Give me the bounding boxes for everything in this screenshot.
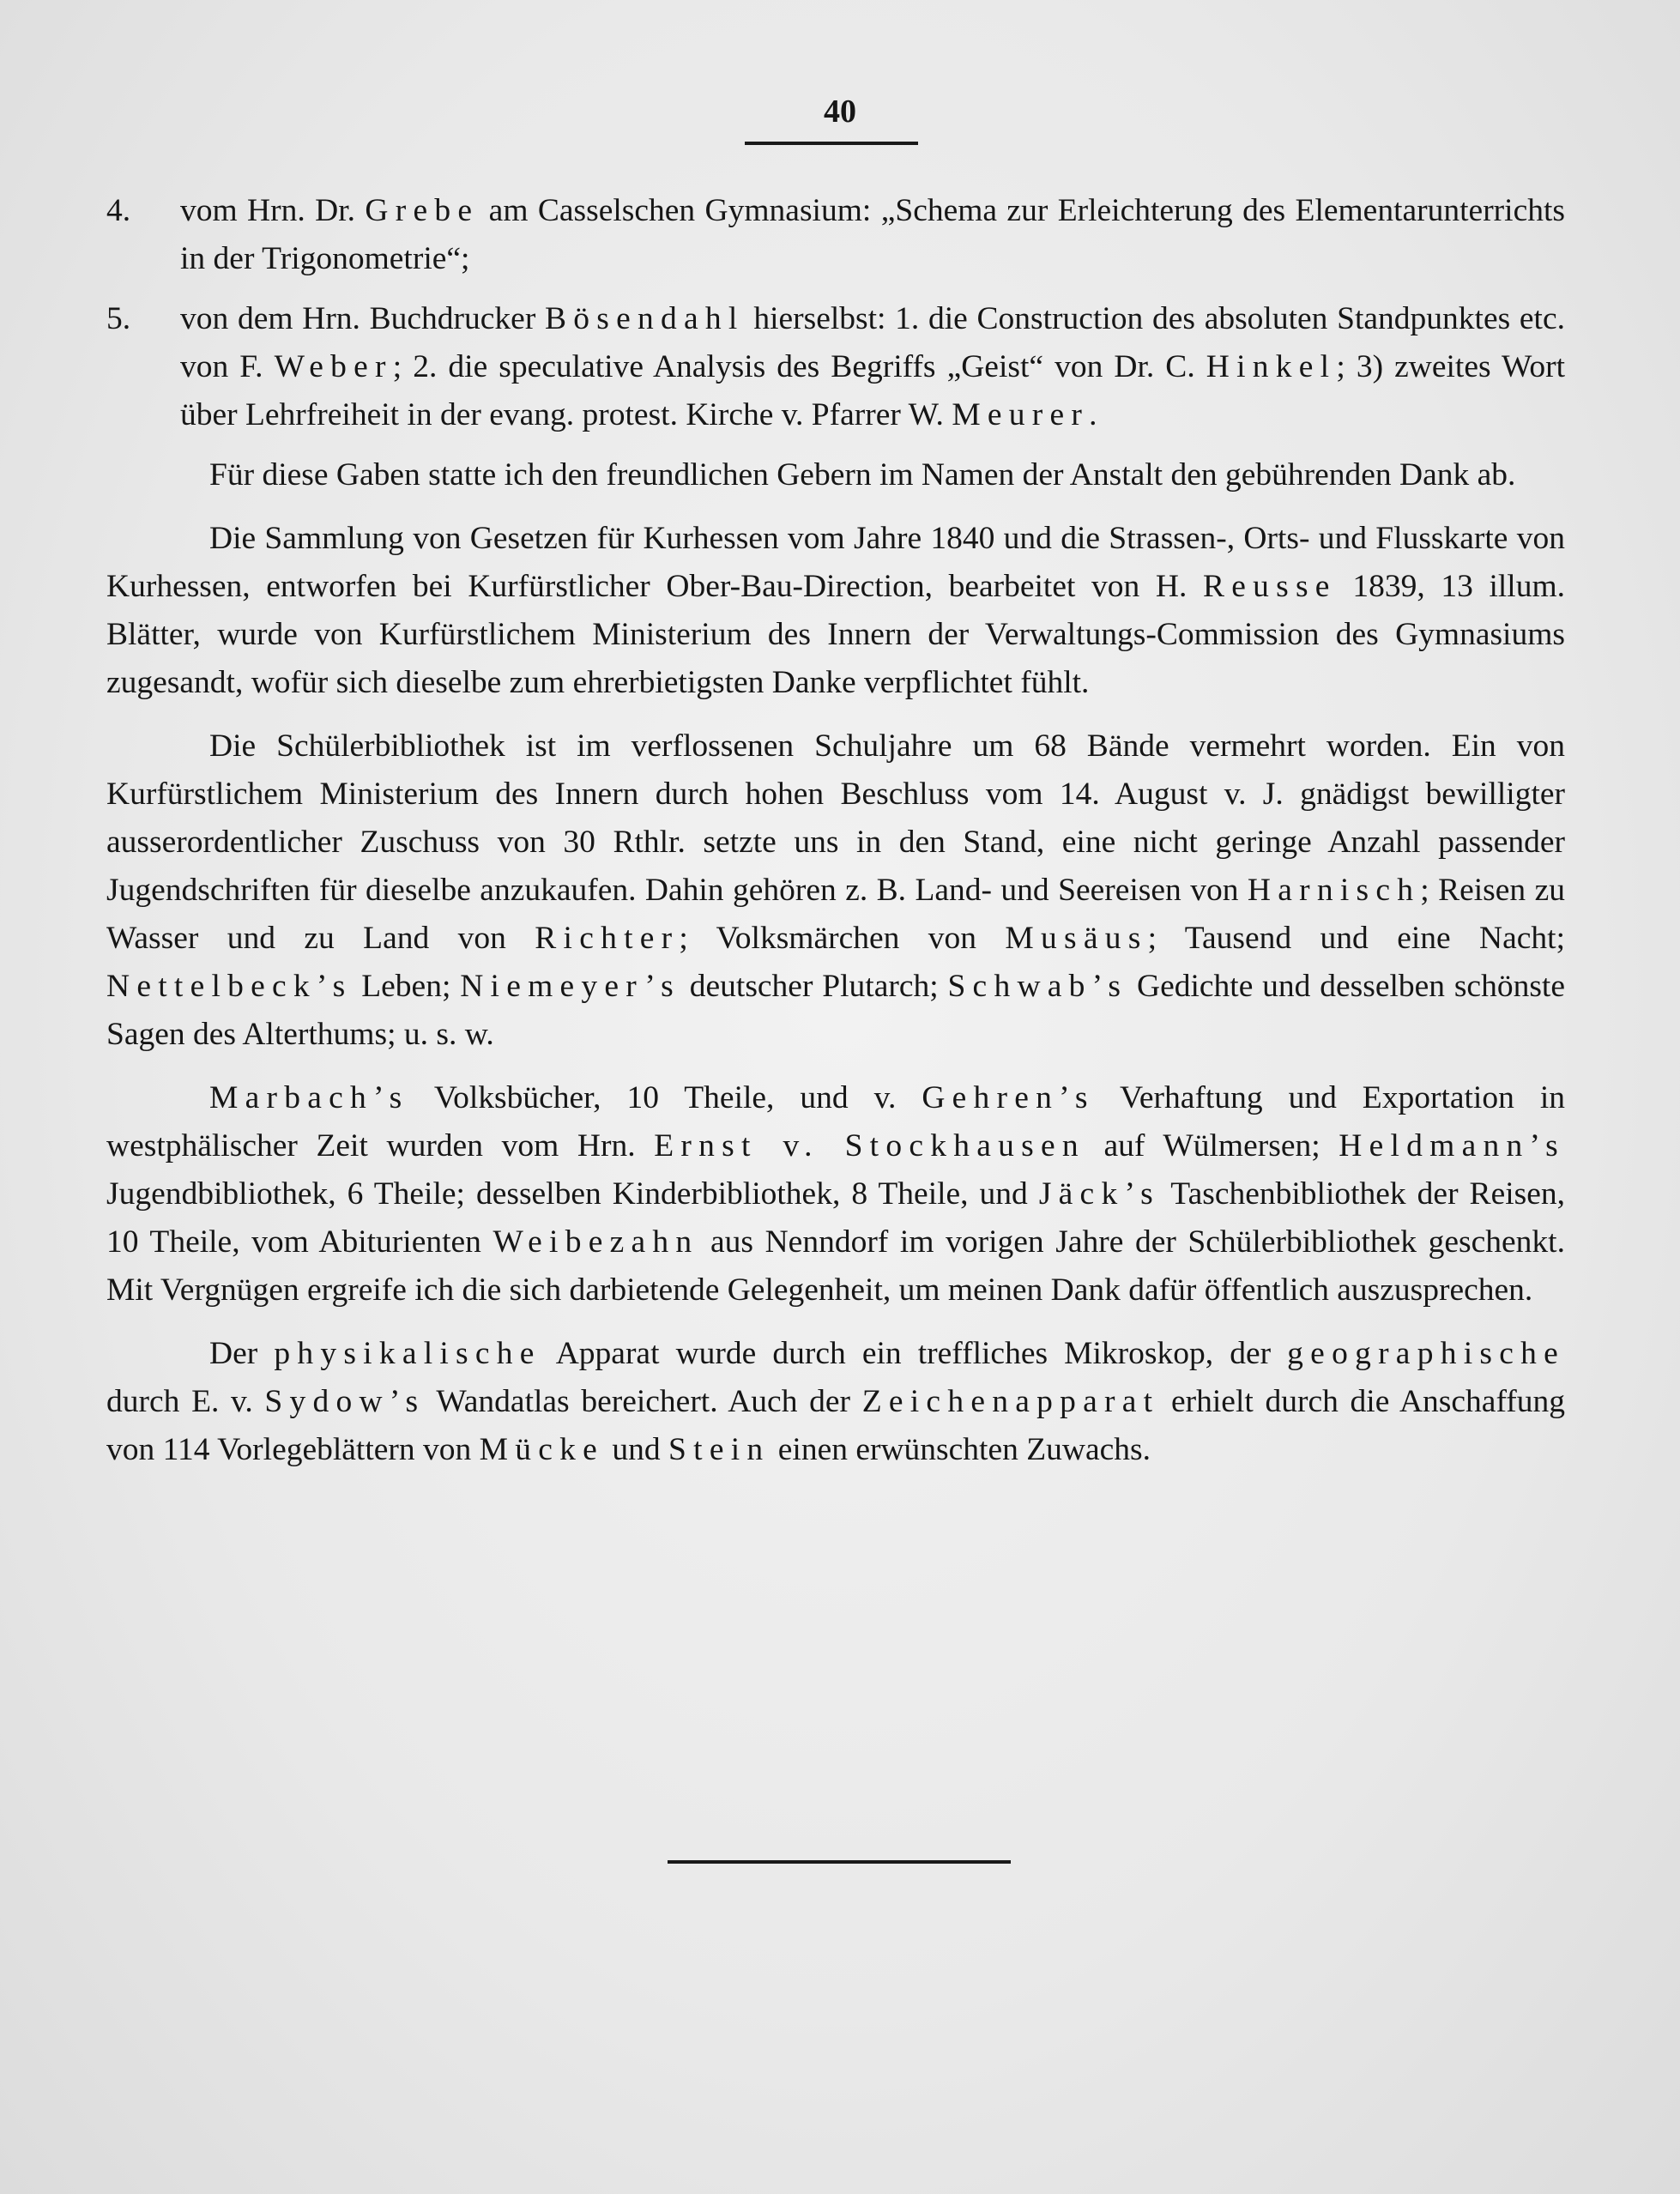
person-name: Richter (535, 921, 680, 956)
person-name: Harnisch (1247, 873, 1421, 908)
emphasis: physikalische (274, 1336, 541, 1371)
person-name: Mücke (479, 1432, 605, 1467)
emphasis: geographische (1287, 1336, 1565, 1371)
entry-number: 4. (106, 193, 131, 228)
person-name: Jäck’s (1038, 1176, 1160, 1212)
paragraph-laws-collection: Die Sammlung von Gesetzen für Kurhessen vom Jahre 1840 und die Strassen-, Orts- und Flusskarte von Kurhessen, entworfen bei Kurfürstlicher Ober-Bau-Direction, bearbeitet von H. Reusse 1839, 13 illum. Blätter, wurde von Kurfürstlichem Ministerium des Innern der Verwaltungs-Commission des Gymnasiums zugesandt, wofür sich dieselbe zum ehrerbietigsten Danke verpflichtet fühlt. (106, 521, 1565, 700)
emphasis: Zeichenapparat (861, 1384, 1160, 1419)
person-name: Meurer (952, 397, 1090, 432)
donation-entry: 5. von dem Hrn. Buchdrucker Bösendahl hierselbst: 1. die Construction des absoluten Standpunktes etc. von F. Weber; 2. die speculative Analysis des Begriffs „Geist“ von Dr. C. Hinkel; 3) zweites Wort über Lehrfreiheit in der evang. protest. Kirche v. Pfarrer W. Meurer. (106, 295, 1565, 439)
entry-number: 5. (106, 301, 131, 336)
paragraph-apparatus: Der physikalische Apparat wurde durch ein treffliches Mikroskop, der geographische durch E. v. Sydow’s Wandatlas bereichert. Auch der Zeichenapparat erhielt durch die Anschaffung von 114 Vorlegeblättern von Mücke und Stein einen erwünschten Zuwachs. (106, 1336, 1565, 1467)
person-name: Stein (668, 1432, 771, 1467)
paragraph-student-library: Die Schülerbibliothek ist im verflossenen Schuljahre um 68 Bände vermehrt worden. Ein von Kurfürstlichem Ministerium des Innern durch hohen Beschluss vom 14. August v. J. gnädigst bewilligter ausserordentlicher Zuschuss von 30 Rthlr. setzte uns in den Stand, eine nicht geringe Anzahl passender Jugendschriften für dieselbe anzukaufen. Dahin gehören z. B. Land- und Seereisen von Harnisch; Reisen zu Wasser und zu Land von Richter; Volksmärchen von Musäus; Tausend und eine Nacht; Nettelbeck’s Leben; Niemeyer’s deutscher Plutarch; Schwab’s Gedichte und desselben schönste Sagen des Alterthums; u. s. w. (106, 728, 1565, 1052)
header-rule (745, 142, 918, 145)
person-name: Gehren’s (922, 1080, 1095, 1115)
footer-rule (668, 1860, 1011, 1864)
person-name: Weibezahn (493, 1224, 699, 1260)
person-name: Reusse (1202, 569, 1337, 604)
page-number: 40 (824, 94, 856, 130)
person-name: Weber (274, 349, 393, 384)
person-name: Heldmann’s (1339, 1128, 1565, 1163)
person-name: Hinkel (1206, 349, 1337, 384)
paragraph-thanks: Für diese Gaben statte ich den freundlichen Gebern im Namen der Anstalt den gebührenden Dank ab. (209, 457, 1516, 493)
page-body (106, 187, 1565, 1490)
person-name: Ernst v. Stockhausen (654, 1128, 1085, 1163)
person-name: Schwab’s (947, 969, 1128, 1004)
person-name: Grebe (365, 193, 480, 228)
person-name: Musäus (1005, 921, 1148, 956)
person-name: Bösendahl (545, 301, 745, 336)
paragraph-donated-books: Marbach’s Volksbücher, 10 Theile, und v. Gehren’s Verhaftung und Exportation in westphälischer Zeit wurden vom Hrn. Ernst v. Stockhausen auf Wülmersen; Heldmann’s Jugendbibliothek, 6 Theile; desselben Kinderbibliothek, 8 Theile, und Jäck’s Taschenbibliothek der Reisen, 10 Theile, vom Abiturienten Weibezahn aus Nenndorf im vorigen Jahre der Schülerbibliothek geschenkt. Mit Vergnügen ergreife ich die sich darbietende Gelegenheit, um meinen Dank dafür öffentlich auszusprechen. (106, 1080, 1565, 1308)
person-name: Niemeyer’s (460, 969, 680, 1004)
person-name: Sydow’s (264, 1384, 426, 1419)
person-name: Nettelbeck’s (106, 969, 353, 1004)
person-name: Marbach’s (209, 1080, 409, 1115)
donation-entry: 4. vom Hrn. Dr. Grebe am Casselschen Gymnasium: „Schema zur Erleichterung des Elementarunterrichts in der Trigonometrie“; (106, 187, 1565, 283)
